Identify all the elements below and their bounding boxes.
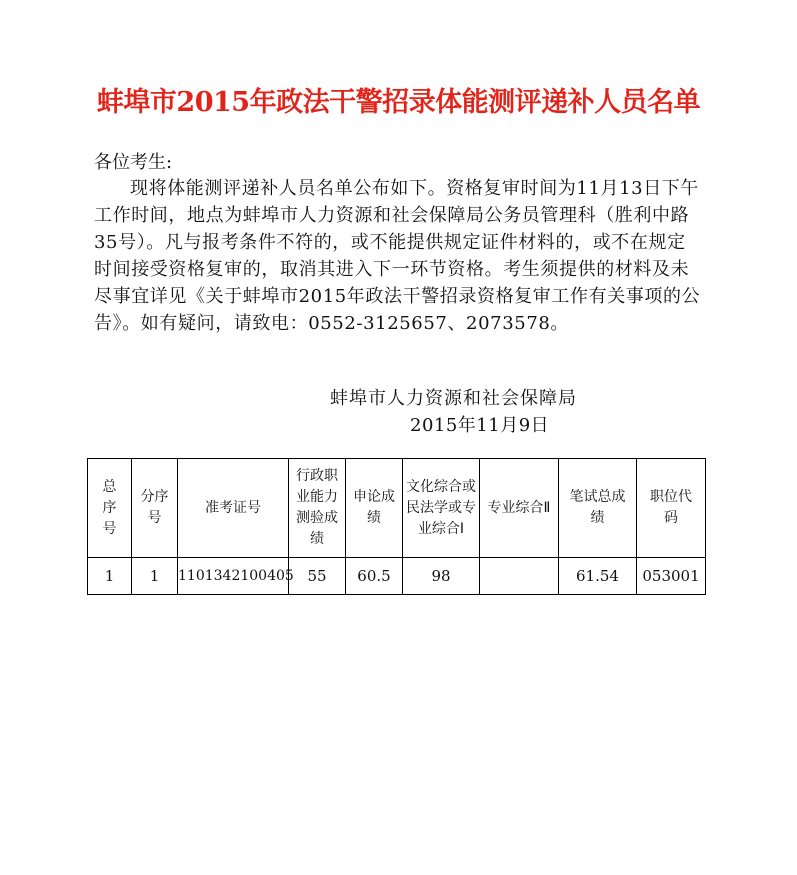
issue-date: 2015年11月9日 [410, 415, 550, 436]
header-exam-id: 准考证号 [178, 459, 289, 558]
cell-essay-score: 60.5 [346, 558, 403, 595]
header-aptitude-score: 行政职业能力测验成绩 [289, 459, 346, 558]
header-position-code: 职位代码 [637, 459, 706, 558]
issuing-organization: 蚌埠市人力资源和社会保障局 [330, 388, 577, 409]
greeting: 各位考生: [94, 152, 173, 173]
header-total-no: 总序号 [88, 459, 132, 558]
cell-aptitude-score: 55 [289, 558, 346, 595]
cell-sub-no: 1 [132, 558, 178, 595]
cell-total-no: 1 [88, 558, 132, 595]
cell-comprehensive-2 [480, 558, 559, 595]
header-sub-no: 分序号 [132, 459, 178, 558]
header-written-total: 笔试总成绩 [559, 459, 637, 558]
candidate-table [87, 458, 706, 595]
header-comprehensive-1: 文化综合或民法学或专业综合Ⅰ [403, 459, 480, 558]
cell-position-code: 053001 [637, 558, 706, 595]
document-title: 蚌埠市2015年政法干警招录体能测评递补人员名单 [96, 87, 701, 118]
cell-exam-id: 1101342100405 [178, 558, 289, 595]
table-row [88, 558, 706, 595]
cell-comprehensive-1: 98 [403, 558, 480, 595]
header-essay-score: 申论成绩 [346, 459, 403, 558]
cell-written-total: 61.54 [559, 558, 637, 595]
header-comprehensive-2: 专业综合Ⅱ [480, 459, 559, 558]
table-header-row [88, 459, 706, 558]
notice-body: 现将体能测评递补人员名单公布如下。资格复审时间为11月13日下午工作时间，地点为蚌埠市人力资源和社会保障局公务员管理科（胜利中路35号）。凡与报考条件不符的，或不能提供规定证件材料的，或不在规定时间接受资格复审的，取消其进入下一环节资格。考生须提供的材料及未尽事宜详见《关于蚌埠市2015年政法干警招录资格复审工作有关事项的公告》。如有疑问，请致电：0552-3125657、2073578。 [94, 178, 701, 334]
